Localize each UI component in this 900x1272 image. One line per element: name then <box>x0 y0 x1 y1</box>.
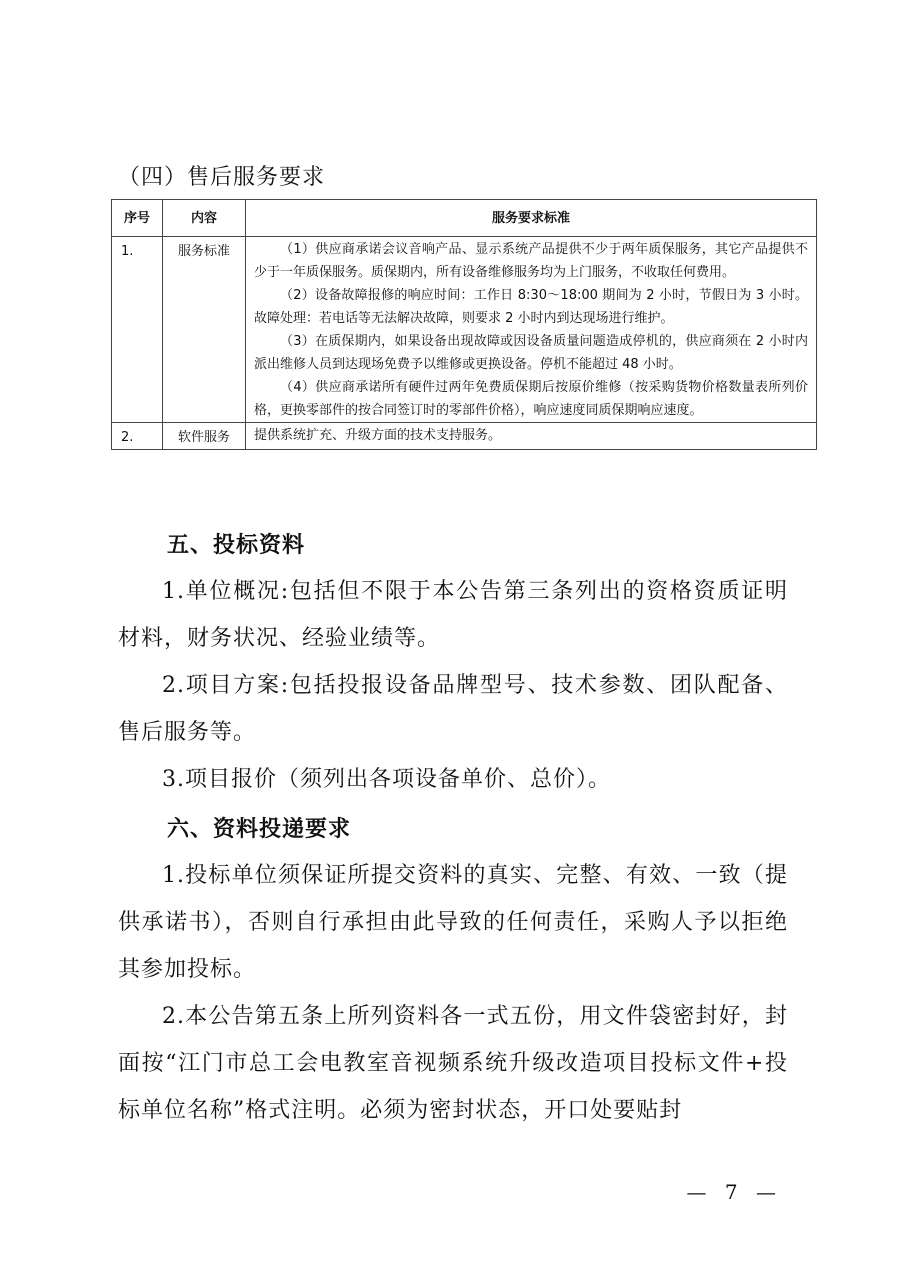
header-standard: 服务要求标准 <box>246 200 817 237</box>
row-standard <box>246 237 817 423</box>
standard-paragraph: （2）设备故障报修的响应时间：工作日 8:30～18:00 期间为 2 小时，节假日为 3 小时。故障处理：若电话等无法解决故障，则要求 2 小时内到达现场进行维护。 <box>254 288 808 326</box>
row-no: 2. <box>112 423 163 450</box>
table-row <box>112 237 817 423</box>
after-sales-service-table <box>111 199 817 450</box>
standard-paragraph: 提供系统扩充、升级方面的技术支持服务。 <box>254 428 502 443</box>
section-5-item-1: 1.单位概况:包括但不限于本公告第三条列出的资格资质证明材料，财务状况、经验业绩等。 <box>118 579 788 651</box>
section-5-body <box>118 568 788 803</box>
section-4-title: （四）售后服务要求 <box>118 165 326 190</box>
header-no: 序号 <box>112 200 163 237</box>
page-number: — 7 — <box>686 1180 782 1204</box>
row-standard <box>246 423 817 450</box>
section-6-item-2: 2.本公告第五条上所列资料各一式五份，用文件袋密封好，封面按“江门市总工会电教室音视频系统升级改造项目投标文件+投标单位名称”格式注明。必须为密封状态，开口处要贴封 <box>118 1004 788 1123</box>
table-header-row <box>112 200 817 237</box>
section-5-item-2: 2.项目方案:包括投报设备品牌型号、技术参数、团队配备、售后服务等。 <box>118 673 788 745</box>
row-content: 服务标准 <box>163 237 246 423</box>
row-no: 1. <box>112 237 163 423</box>
section-5-item-3: 3.项目报价（须列出各项设备单价、总价）。 <box>162 767 611 792</box>
header-content: 内容 <box>163 200 246 237</box>
standard-paragraph: （4）供应商承诺所有硬件过两年免费质保期后按原价维修（按采购货物价格数量表所列价格，更换零部件的按合同签订时的零部件价格），响应速度同质保期响应速度。 <box>254 380 808 418</box>
section-6-heading: 六、资料投递要求 <box>167 817 352 842</box>
section-6-item-1: 1.投标单位须保证所提交资料的真实、完整、有效、一致（提供承诺书），否则自行承担由此导致的任何责任，采购人予以拒绝其参加投标。 <box>118 863 788 982</box>
standard-paragraph: （1）供应商承诺会议音响产品、显示系统产品提供不少于两年质保服务，其它产品提供不少于一年质保服务。质保期内，所有设备维修服务均为上门服务，不收取任何费用。 <box>254 242 808 280</box>
standard-paragraph: （3）在质保期内，如果设备出现故障或因设备质量问题造成停机的，供应商须在 2 小时内派出维修人员到达现场免费予以维修或更换设备。停机不能超过 48 小时。 <box>254 334 808 372</box>
table-row <box>112 423 817 450</box>
row-content: 软件服务 <box>163 423 246 450</box>
section-6-body <box>118 852 788 1134</box>
section-5-heading: 五、投标资料 <box>167 533 306 558</box>
